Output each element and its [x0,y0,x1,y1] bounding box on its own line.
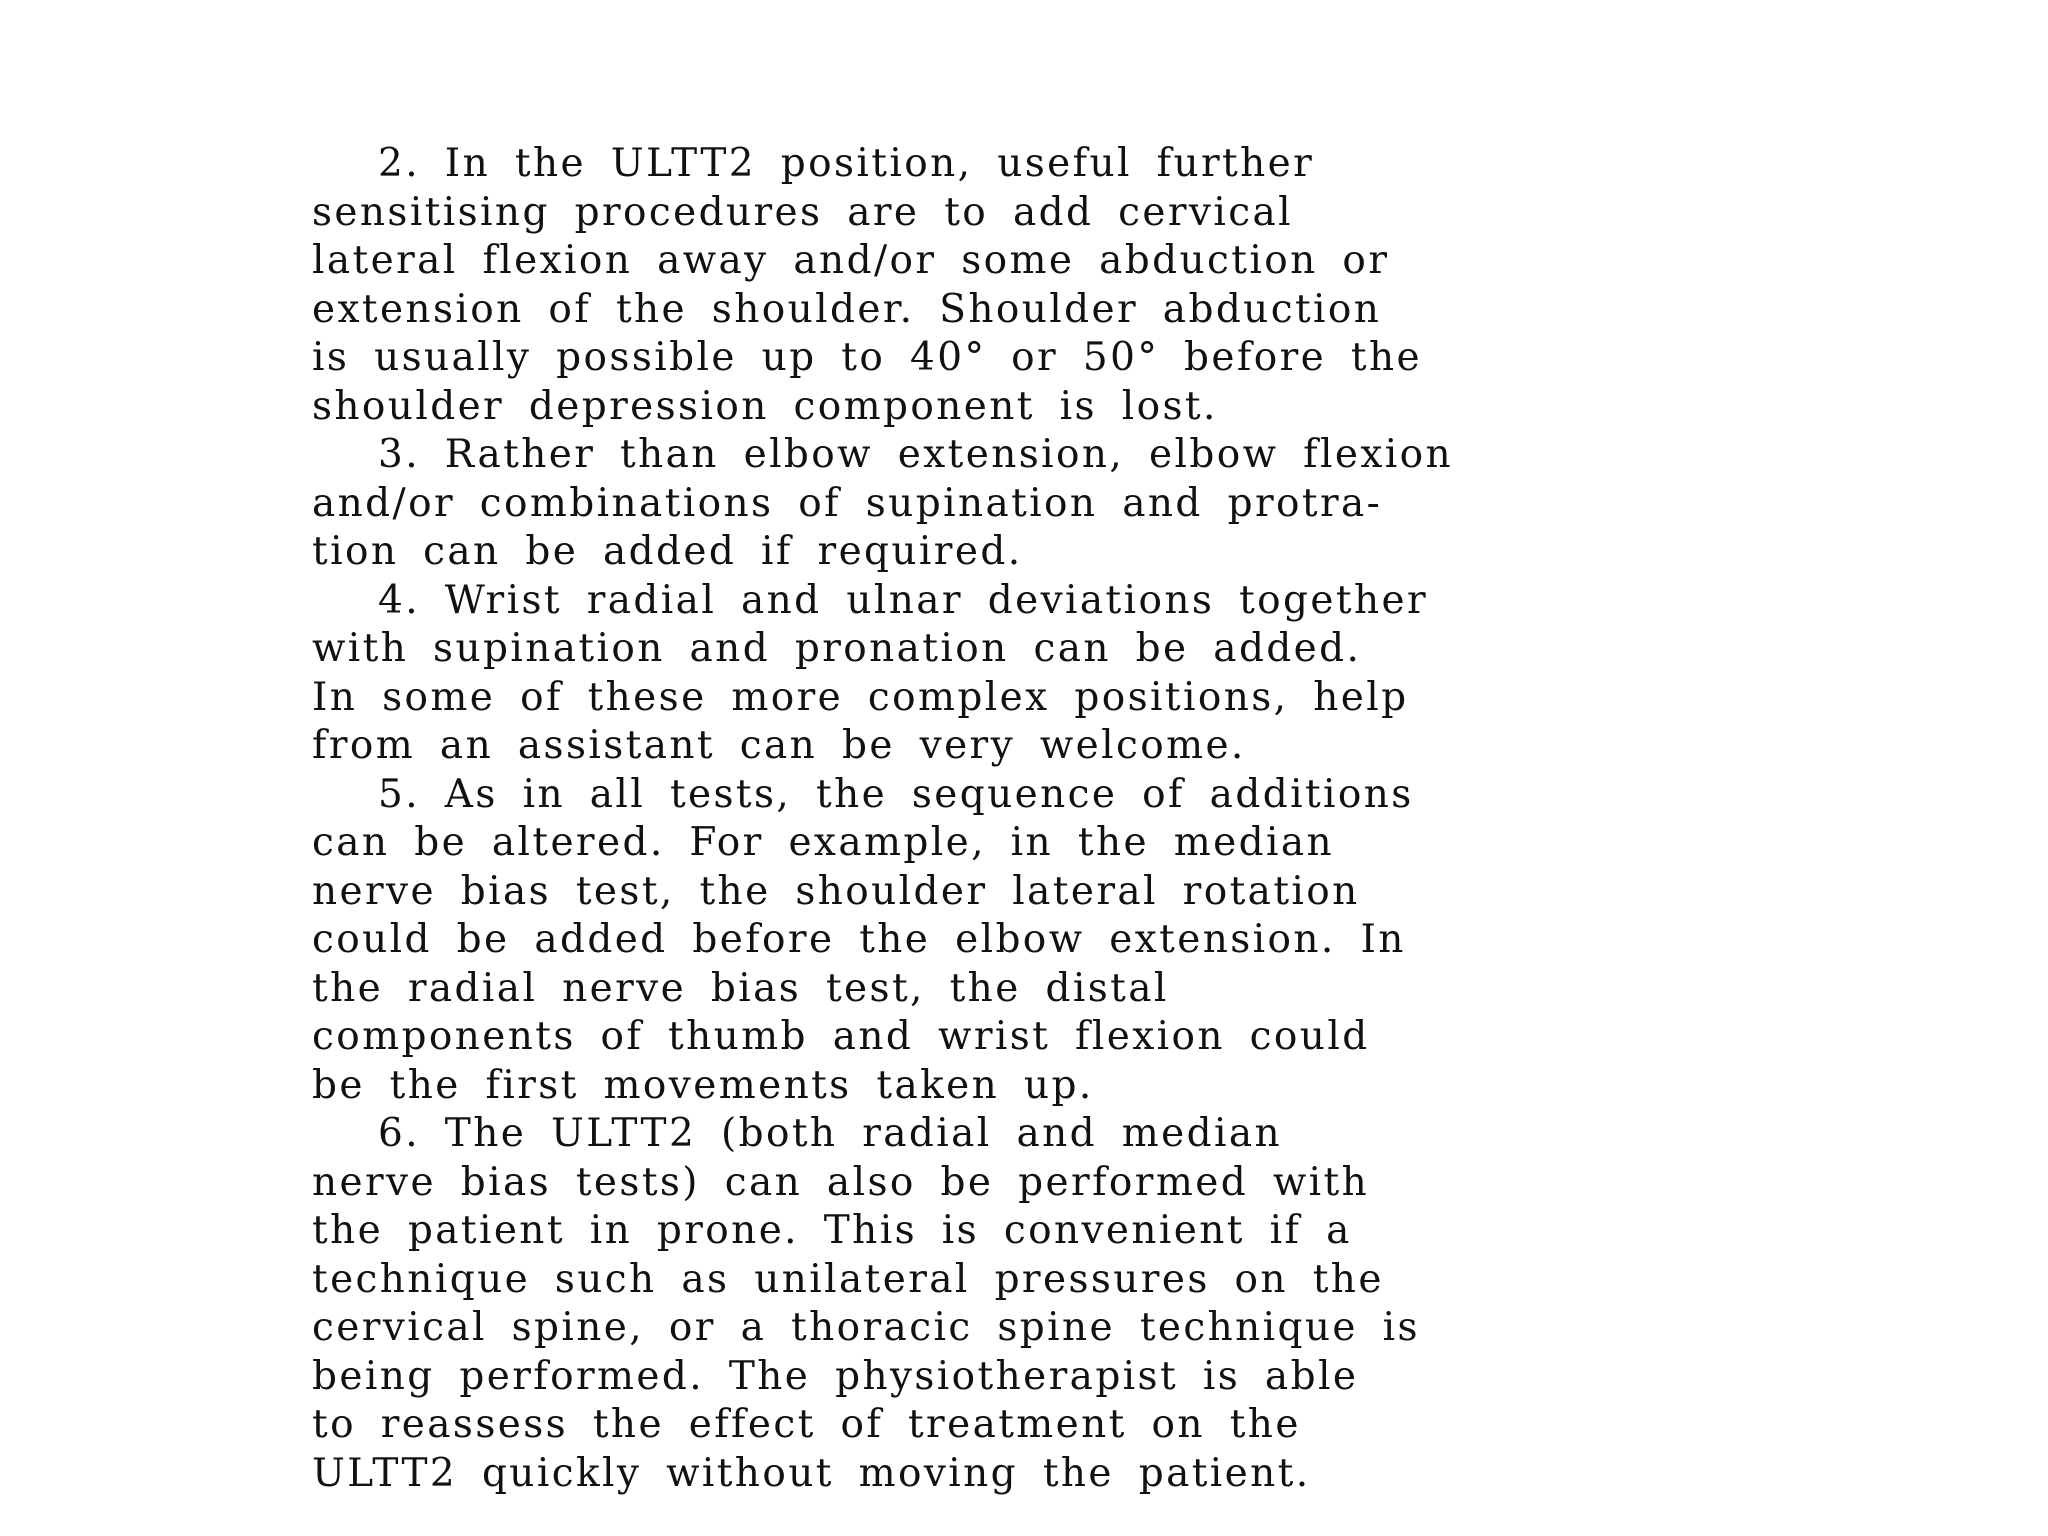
text-line: from an assistant can be very welcome. [312,723,1246,768]
text-line: and/or combinations of supination and protra- [312,480,1383,526]
text-line: 3. Rather than elbow extension, elbow flexion [378,432,1454,477]
text-line: could be added before the elbow extension. In [312,917,1406,962]
text-line: nerve bias tests) can also be performed with [312,1159,1370,1205]
paragraph-6 [312,1110,1692,1498]
text-line: 2. In the ULTT2 position, useful further [378,141,1315,186]
text-line: nerve bias test, the shoulder lateral rotation [312,868,1360,914]
paragraph-4 [312,577,1692,771]
text-line: can be altered. For example, in the median [312,820,1335,865]
text-line: with supination and pronation can be added. [312,626,1362,671]
text-line: components of thumb and wrist flexion could [312,1014,1370,1059]
text-line: the radial nerve bias test, the distal [312,965,1169,1011]
text-line: In some of these more complex positions, help [312,674,1409,720]
paragraph-2 [312,140,1692,431]
text-line: shoulder depression component is lost. [312,383,1218,429]
text-line: be the first movements taken up. [312,1062,1094,1108]
text-line: technique such as unilateral pressures on the [312,1256,1384,1302]
text-line: 6. The ULTT2 (both radial and median [378,1111,1283,1156]
text-line: is usually possible up to 40° or 50° before the [312,335,1422,380]
text-line: the patient in prone. This is convenient if a [312,1208,1352,1253]
text-column [312,140,1692,1498]
text-line: to reassess the effect of treatment on the [312,1402,1301,1447]
text-line: 5. As in all tests, the sequence of additions [378,771,1414,817]
text-line: cervical spine, or a thoracic spine technique is [312,1305,1420,1350]
text-line: being performed. The physiotherapist is able [312,1353,1359,1399]
paragraph-5 [312,771,1692,1111]
text-line: 4. Wrist radial and ulnar deviations together [378,577,1428,623]
text-line: lateral flexion away and/or some abduction or [312,238,1390,283]
paragraph-3 [312,431,1692,577]
text-line: ULTT2 quickly without moving the patient. [312,1450,1311,1496]
text-line: extension of the shoulder. Shoulder abduction [312,286,1382,332]
text-line: tion can be added if required. [312,529,1023,574]
text-line: sensitising procedures are to add cervical [312,189,1293,235]
